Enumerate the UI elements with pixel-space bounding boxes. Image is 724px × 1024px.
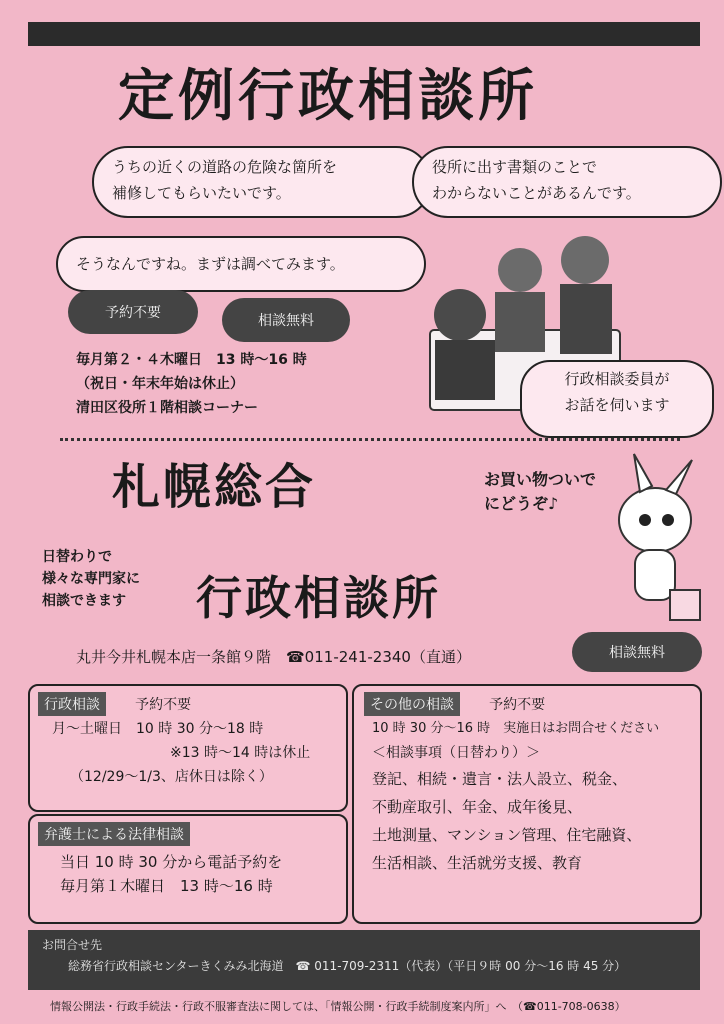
reservation-badge: 予約不要 [68, 290, 198, 334]
admin-consult-box [28, 684, 348, 812]
speech-bubble-road [92, 146, 432, 218]
daily-line: 日替わりで [42, 549, 112, 565]
admin-tag: 行政相談 [38, 692, 106, 716]
regular-schedule [76, 348, 307, 420]
top-bar [28, 22, 700, 46]
lawyer-line: 毎月第１木曜日 13 時〜16 時 [60, 877, 273, 895]
other-line: 土地測量、マンション管理、住宅融資、 [372, 826, 642, 844]
other-tag: その他の相談 [364, 692, 460, 716]
general-subtitle: 行政相談所 [196, 571, 441, 625]
shopping-note [484, 468, 596, 516]
other-reservation: 予約不要 [489, 697, 546, 713]
lawyer-line: 当日 10 時 30 分から電話予約を [60, 853, 283, 871]
other-line: 登記、相続・遺言・法人設立、税金、 [372, 770, 628, 788]
admin-line: （12/29〜1/3、店休日は除く） [70, 769, 273, 785]
admin-line: 月〜土曜日 10 時 30 分〜18 時 [52, 721, 264, 737]
speech-bubble-documents [412, 146, 722, 218]
admin-line: ※13 時〜14 時は休止 [170, 745, 311, 761]
bubble-text: うちの近くの道路の危険な箇所を [112, 158, 338, 176]
bubble-text: 行政相談委員が [564, 370, 670, 388]
lawyer-consult-box [28, 814, 348, 924]
page-title: 定例行政相談所 [118, 64, 538, 129]
shop-line: にどうぞ♪ [484, 494, 559, 513]
speech-bubble-answer: そうなんですね。まずは調べてみます。 [56, 236, 426, 292]
bubble-text: お話を伺います [564, 396, 670, 414]
contact-footer [28, 930, 700, 990]
other-consult-box [352, 684, 702, 924]
schedule-line: （祝日・年末年始は休止） [76, 376, 244, 392]
schedule-line: 清田区役所１階相談コーナー [76, 400, 258, 416]
bubble-text: わからないことがあるんです。 [432, 184, 641, 202]
free-badge: 相談無料 [222, 298, 350, 342]
daily-line: 様々な専門家に [42, 571, 140, 587]
mascot-illustration [600, 450, 710, 640]
shop-line: お買い物ついで [484, 470, 597, 489]
free-badge-general: 相談無料 [572, 632, 702, 672]
bubble-text: 補修してもらいたいです。 [112, 184, 291, 202]
other-line: 不動産取引、年金、成年後見、 [372, 798, 583, 816]
bubble-text: 役所に出す書類のことで [432, 158, 598, 176]
admin-reservation: 予約不要 [135, 697, 192, 713]
schedule-line: 毎月第２・４木曜日 13 時〜16 時 [76, 352, 307, 368]
dotted-divider [60, 438, 680, 441]
bottom-note: 情報公開法・行政手続法・行政不服審査法に関しては、「情報公開・行政手続制度案内所」へ （☎011-708-0638） [50, 1000, 626, 1013]
lawyer-tag: 弁護士による法律相談 [38, 822, 190, 846]
other-line: 生活相談、生活就労支援、教育 [372, 854, 583, 872]
daily-line: 相談できます [42, 593, 126, 609]
other-line: ＜相談事項（日替わり）＞ [372, 745, 540, 761]
footer-label: お問合せ先 [42, 938, 103, 952]
address-phone: 丸井今井札幌本店一条館９階 ☎011-241-2340（直通） [76, 648, 471, 666]
committee-bubble [520, 360, 714, 438]
other-line: 10 時 30 分〜16 時 実施日はお問合せください [372, 721, 660, 736]
daily-note [42, 546, 140, 612]
footer-contact: 総務省行政相談センターきくみみ北海道 ☎ 011-709-2311（代表）（平日９時 00 分〜16 時 45 分） [68, 959, 627, 973]
general-title: 札幌総合 [112, 459, 317, 515]
